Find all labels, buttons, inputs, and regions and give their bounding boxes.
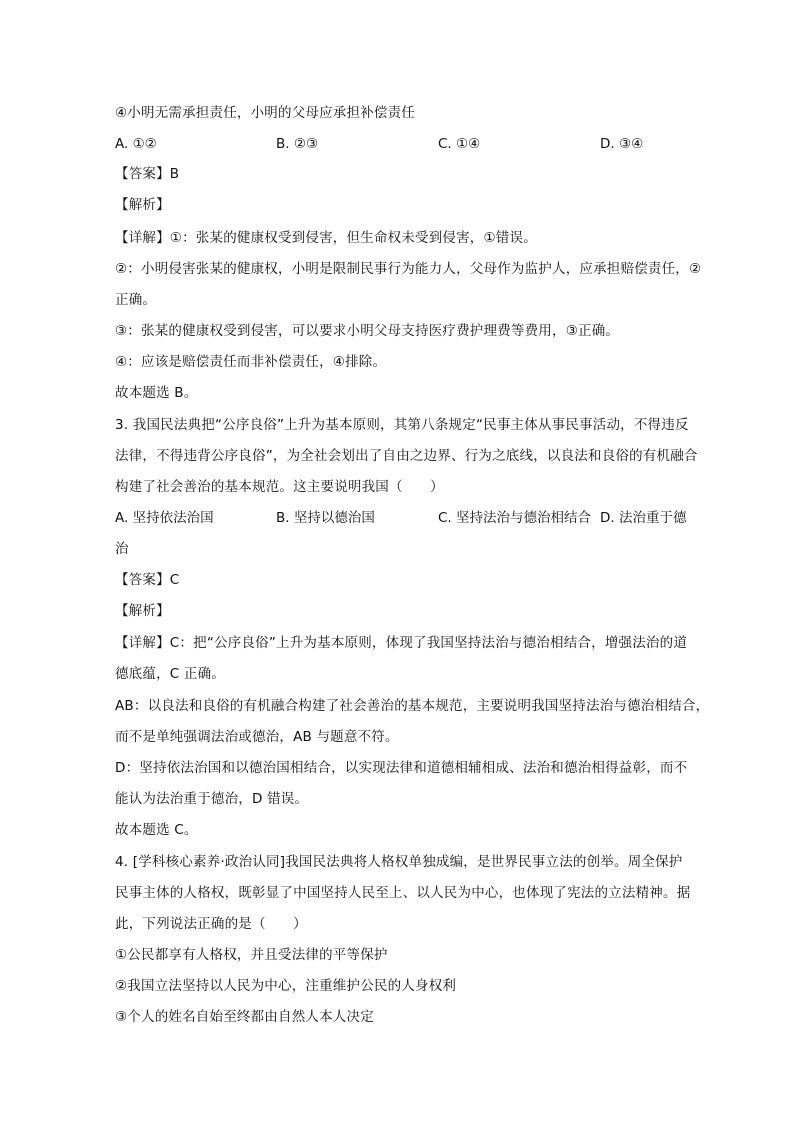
answer-label: 【答案】C <box>115 572 180 588</box>
option-b: B. 坚持以德治国 <box>276 510 375 526</box>
option-c: C. ①④ <box>438 136 481 152</box>
question-4-item: ③个人的姓名自始至终都由自然人本人决定 <box>115 1009 374 1025</box>
detail-line: 【详解】①：张某的健康权受到侵害，但生命权未受到侵害，①错误。 <box>115 230 537 246</box>
detail-line: 【详解】C：把“公序良俗”上升为基本原则，体现了我国坚持法治与德治相结合，增强法治的道 <box>115 635 688 651</box>
question-3-text: 构建了社会善治的基本规范。这主要说明我国（ ） <box>115 479 444 495</box>
option-a: A. ①② <box>115 136 157 152</box>
option-line-4: ④小明无需承担责任，小明的父母应承担补偿责任 <box>115 105 416 121</box>
question-3-text: 3. 我国民法典把“公序良俗”上升为基本原则，其第八条规定“民事主体从事民事活动，不得违反 <box>115 417 689 433</box>
question-4-item: ①公民都享有人格权，并且受法律的平等保护 <box>115 947 388 963</box>
detail-line: 正确。 <box>115 292 157 308</box>
analysis-label: 【解析】 <box>115 197 170 213</box>
detail-line: AB：以良法和良俗的有机融合构建了社会善治的基本规范，主要说明我国坚持法治与德治相结合， <box>115 698 710 714</box>
option-d-continuation: 治 <box>115 541 129 557</box>
option-d: D. 法治重于德 <box>600 510 687 526</box>
analysis-label: 【解析】 <box>115 603 170 619</box>
detail-line: 能认为法治重于德治，D 错误。 <box>115 791 309 807</box>
detail-line: ②：小明侵害张某的健康权，小明是限制民事行为能力人，父母作为监护人，应承担赔偿责任，② <box>115 261 702 277</box>
conclusion: 故本题选 C。 <box>115 822 198 838</box>
detail-line: D：坚持依法治国和以德治国相结合，以实现法律和道德相辅相成、法治和德治相得益彰，而不 <box>115 760 688 776</box>
detail-line: ④：应该是赔偿责任而非补偿责任，④排除。 <box>115 354 387 370</box>
question-4-text: 民事主体的人格权，既彰显了中国坚持人民至上、以人民为中心，也体现了宪法的立法精神。据 <box>115 885 691 901</box>
answer-label: 【答案】B <box>115 166 180 182</box>
option-a: A. 坚持依法治国 <box>115 510 214 526</box>
question-4-text: 4. [学科核心素养·政治认同]我国民法典将人格权单独成编，是世界民事立法的创举。周全保护 <box>115 854 683 870</box>
detail-line: ③：张某的健康权受到侵害，可以要求小明父母支持医疗费护理费等费用，③正确。 <box>115 323 620 339</box>
question-3-text: 法律，不得违背公序良俗”，为全社会划出了自由之边界、行为之底线，以良法和良俗的有机融合 <box>115 448 698 464</box>
option-c: C. 坚持法治与德治相结合 <box>438 510 592 526</box>
conclusion: 故本题选 B。 <box>115 385 198 401</box>
option-d: D. ③④ <box>600 136 644 152</box>
option-b: B. ②③ <box>276 136 319 152</box>
question-4-text: 此，下列说法正确的是（ ） <box>115 916 307 932</box>
detail-line: 德底蕴，C 正确。 <box>115 666 226 682</box>
question-4-item: ②我国立法坚持以人民为中心，注重维护公民的人身权利 <box>115 978 457 994</box>
detail-line: 而不是单纯强调法治或德治，AB 与题意不符。 <box>115 729 399 745</box>
